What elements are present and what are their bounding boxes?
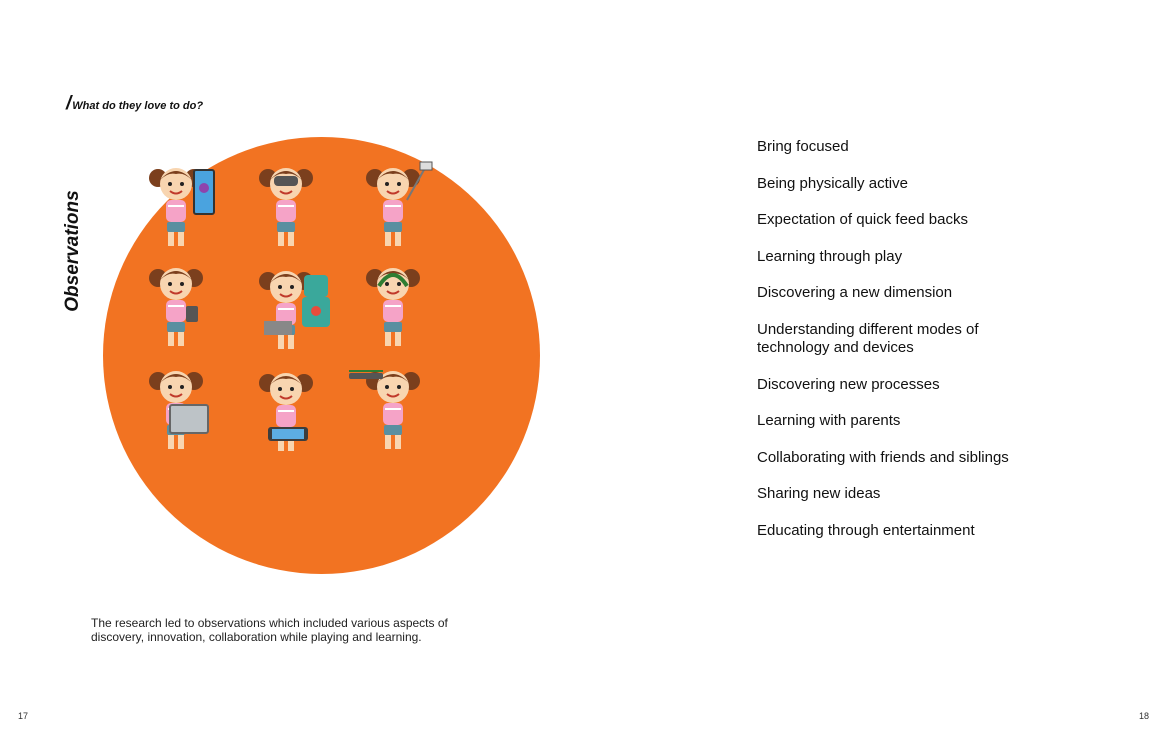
girl-lying-with-tablet-icon	[238, 361, 334, 457]
list-item: Being physically active	[757, 174, 908, 192]
girl-with-tablet-icon	[128, 256, 224, 352]
list-item: Learning through play	[757, 247, 903, 265]
list-item: Expectation of quick feed backs	[757, 211, 968, 229]
list-item: Sharing new ideas	[757, 485, 881, 503]
page-number-left: 17	[18, 711, 29, 721]
list-item: Learning with parents	[757, 412, 901, 430]
girl-with-laptop-and-robot-icon	[238, 259, 334, 355]
section-title: Observations	[62, 190, 83, 312]
list-item: Bring focused	[757, 138, 849, 155]
page-number-right: 18	[1139, 711, 1150, 721]
list-item: Discovering new processes	[757, 375, 940, 393]
slash-mark: /	[66, 93, 72, 114]
observations-list	[757, 138, 1017, 559]
list-item: Collaborating with friends and siblings	[757, 448, 1009, 466]
illustration-circle	[103, 137, 540, 574]
girl-with-screen-icon	[128, 156, 224, 252]
list-item: Discovering a new dimension	[757, 284, 953, 302]
girl-with-headphones-icon	[345, 256, 441, 352]
subtitle-text: What do they love to do?	[72, 100, 204, 112]
list-item: Educating through entertainment	[757, 521, 975, 539]
page-subtitle	[66, 93, 203, 115]
girl-with-selfie-stick-icon	[345, 156, 441, 252]
girl-at-computer-icon	[128, 359, 224, 455]
girl-with-drone-icon	[345, 359, 441, 455]
list-item: Understanding different modes of technology and devices	[757, 320, 979, 356]
caption-text: The research led to observations which included various aspects of discovery, innovation, collaboration while playing and learning.	[91, 616, 448, 644]
girl-with-vr-headset-icon	[238, 156, 334, 252]
